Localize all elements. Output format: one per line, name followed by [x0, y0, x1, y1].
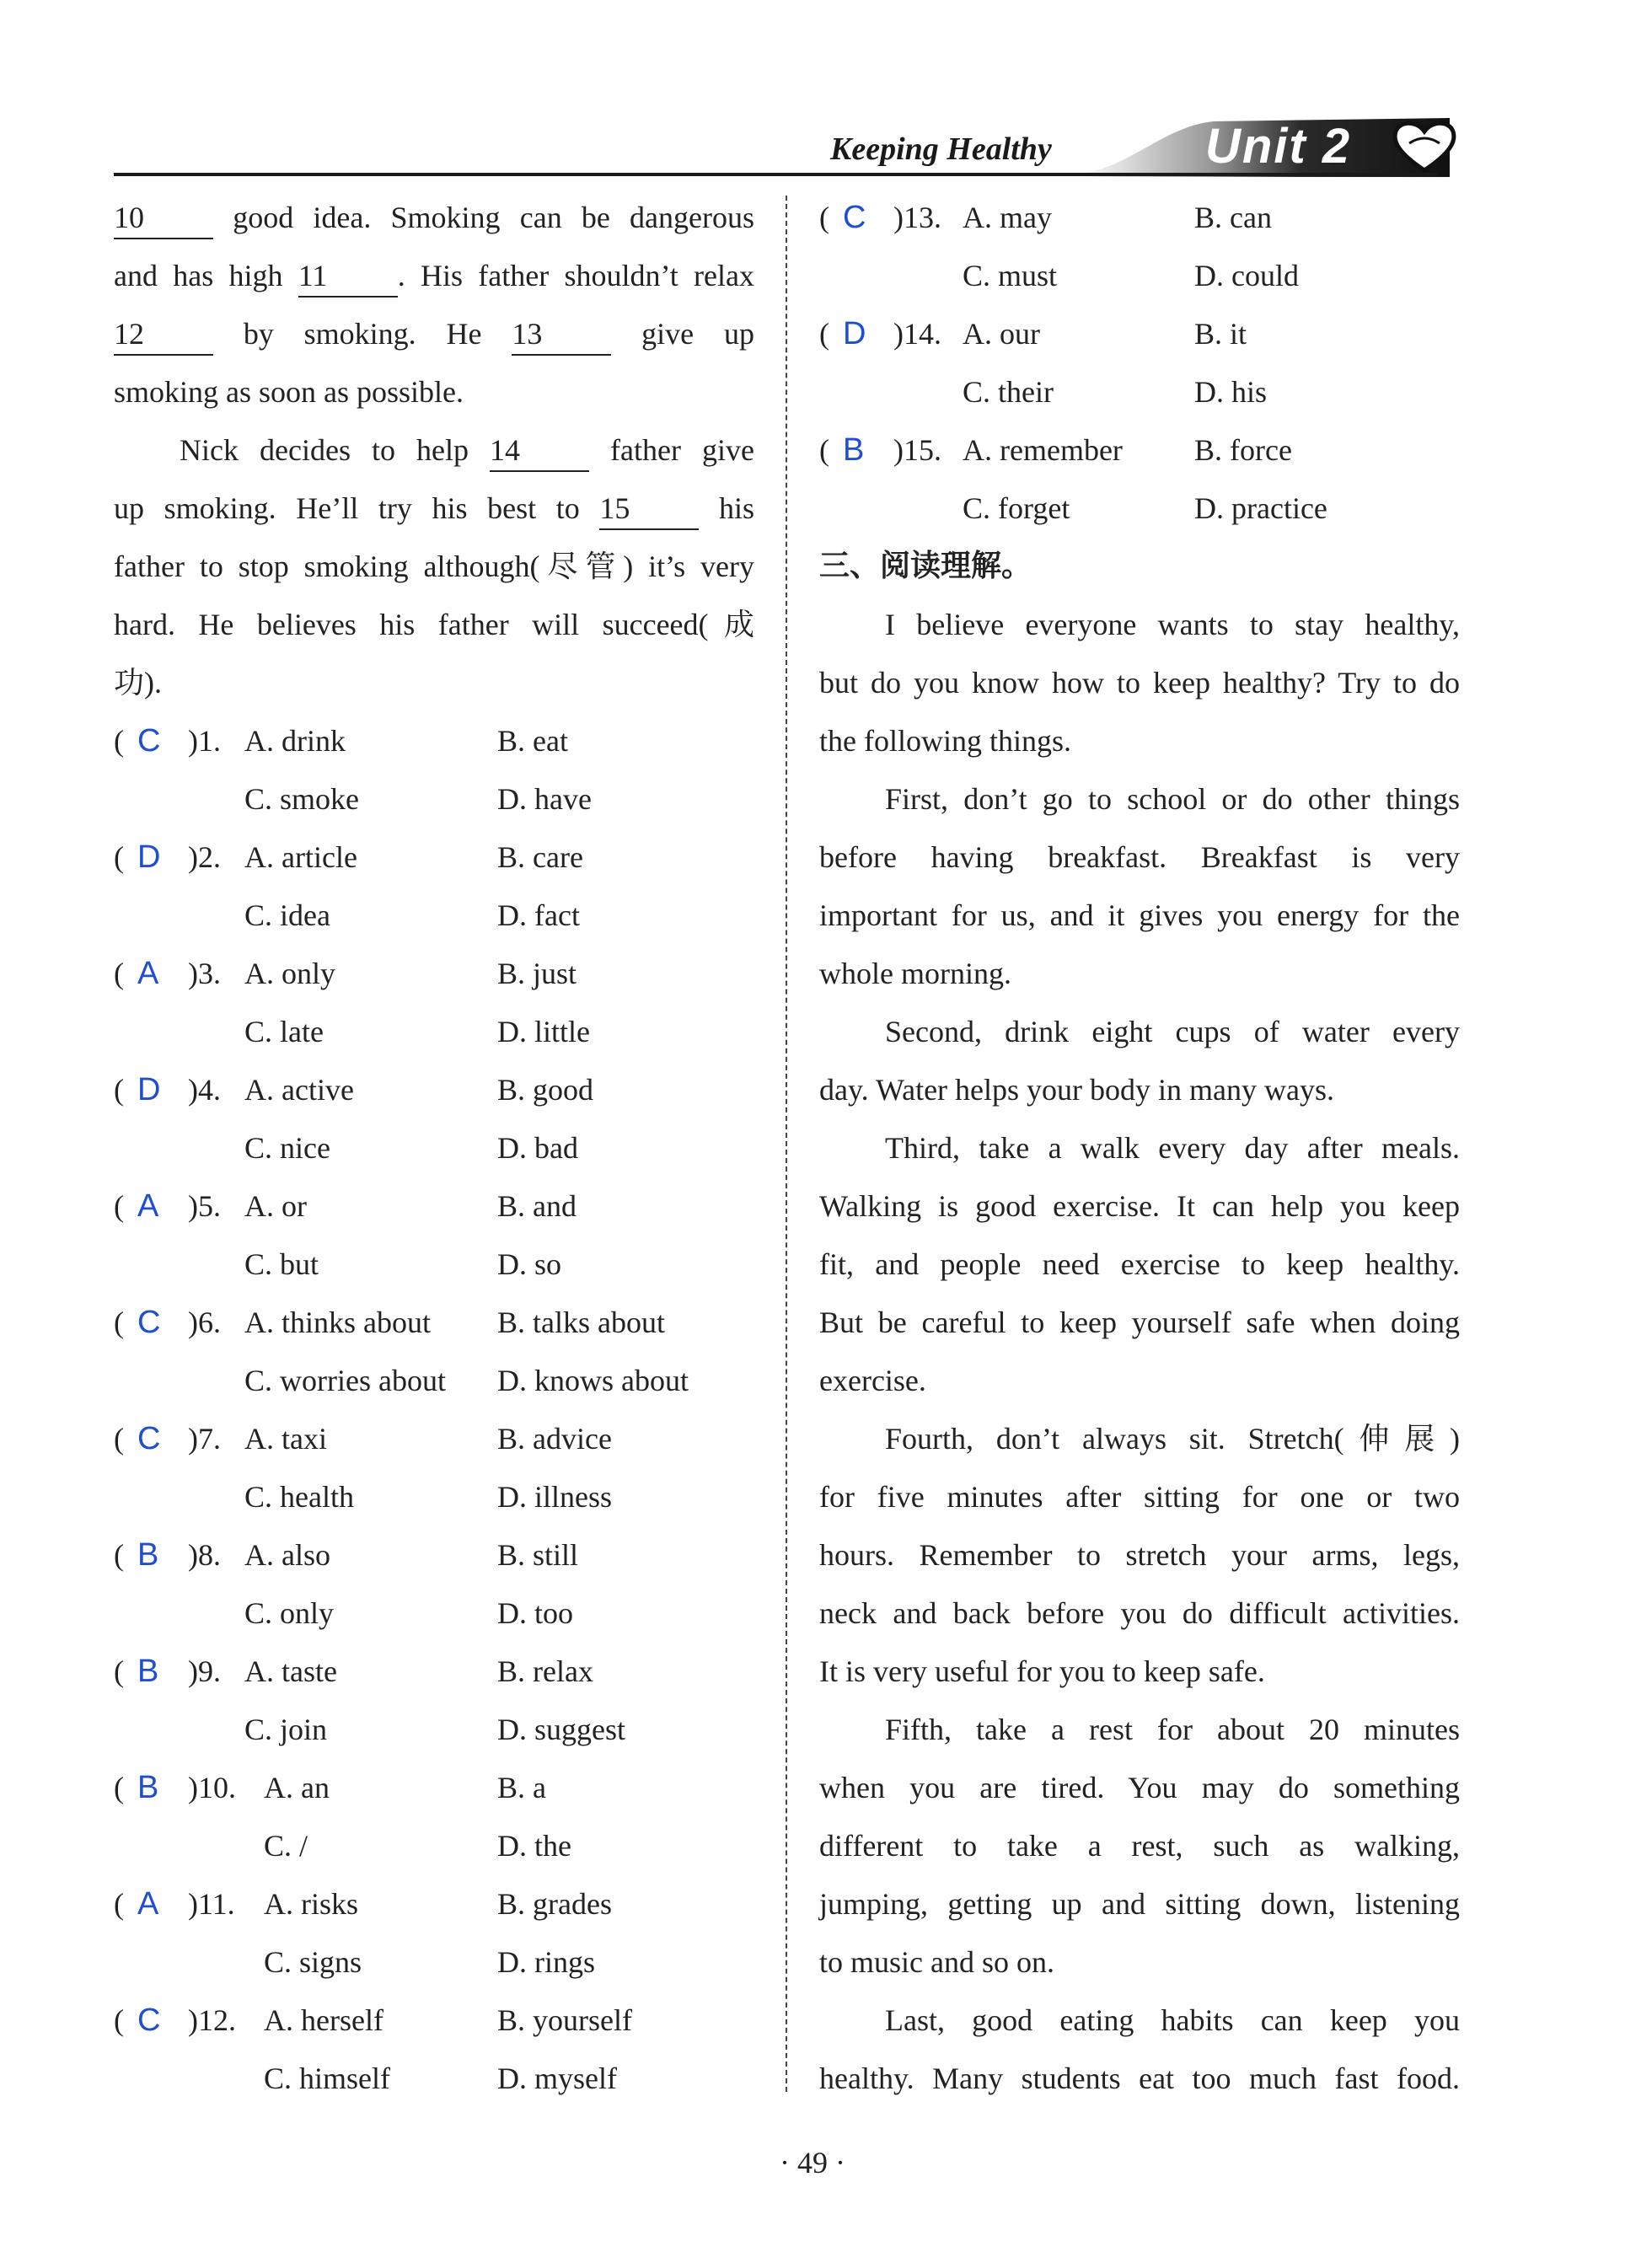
- option-d: D. myself: [497, 2062, 617, 2095]
- question-row-2: [114, 1355, 754, 1413]
- passage-text: by smoking. He: [213, 317, 512, 351]
- option-b: B. still: [497, 1538, 579, 1572]
- answer-letter: C: [137, 1421, 161, 1456]
- reading-line: healthy. Many students eat too much fast food.: [819, 2062, 1460, 2095]
- reading-line: Last, good eating habits can keep you: [885, 2003, 1460, 2037]
- question-row: [114, 1413, 754, 1472]
- passage-line: [114, 425, 754, 483]
- passage-text: hard. He believes his father will succeed(成: [114, 608, 754, 641]
- question-row-2: [114, 1006, 754, 1064]
- question-row-2: [819, 483, 1460, 541]
- option-d: D. so: [497, 1247, 562, 1281]
- option-b: B. a: [497, 1771, 546, 1804]
- option-a: A. our: [963, 317, 1040, 351]
- reading-line: for five minutes after sitting for one or two: [819, 1480, 1460, 1514]
- paren-open: (: [819, 433, 829, 467]
- reading-line: the following things.: [819, 724, 1071, 758]
- paren-open: (: [114, 840, 124, 874]
- reading-line: before having breakfast. Breakfast is very: [819, 840, 1460, 874]
- answer-letter: B: [137, 1770, 159, 1805]
- question-row-2: [114, 1588, 754, 1646]
- question-row: [114, 1530, 754, 1588]
- option-d: D. could: [1194, 259, 1299, 292]
- passage-text: give up: [611, 317, 754, 351]
- passage-text: Nick decides to help: [180, 433, 491, 467]
- option-b: B. just: [497, 957, 577, 990]
- question-row: [114, 1762, 754, 1820]
- option-a: A. thinks about: [244, 1306, 431, 1339]
- paren-open: (: [114, 1887, 124, 1921]
- question-number: )2.: [188, 840, 221, 874]
- answer-letter: C: [843, 200, 866, 235]
- option-c: C. signs: [264, 1945, 362, 1979]
- passage-text: . His father shouldn’t relax: [397, 259, 754, 292]
- option-d: D. illness: [497, 1480, 613, 1514]
- reading-line: fit, and people need exercise to keep healthy.: [819, 1247, 1460, 1281]
- passage-text: up smoking. He’ll try his best to: [114, 491, 600, 525]
- reading-line: First, don’t go to school or do other things: [885, 782, 1460, 816]
- option-c: C. join: [244, 1713, 328, 1746]
- option-c: C. must: [963, 259, 1058, 292]
- passage-text: smoking as soon as possible.: [114, 375, 464, 409]
- paren-open: (: [819, 201, 829, 234]
- passage-text: good idea. Smoking can be dangerous: [213, 201, 754, 234]
- reading-passage: [819, 599, 1460, 2111]
- unit-label: Unit 2: [1205, 119, 1352, 174]
- reading-line: Fifth, take a rest for about 20 minutes: [885, 1713, 1460, 1746]
- blank-12: 12: [114, 314, 213, 356]
- reading-line: Second, drink eight cups of water every: [885, 1015, 1460, 1048]
- blank-15: 15: [599, 488, 699, 530]
- option-b: B. relax: [497, 1654, 593, 1688]
- question-row: [114, 716, 754, 774]
- passage-text: father to stop smoking although(尽管) it’s very: [114, 550, 754, 583]
- blank-14: 14: [490, 430, 589, 472]
- question-row-2: [819, 250, 1460, 308]
- option-b: B. good: [497, 1073, 594, 1107]
- blank-10: 10: [114, 197, 213, 239]
- paren-open: (: [114, 1422, 124, 1456]
- paren-open: (: [114, 1538, 124, 1572]
- question-row: [114, 1646, 754, 1704]
- option-d: D. suggest: [497, 1713, 625, 1746]
- reading-line: day. Water helps your body in many ways.: [819, 1073, 1334, 1107]
- reading-line: when you are tired. You may do something: [819, 1771, 1460, 1804]
- question-row-2: [114, 774, 754, 832]
- option-b: B. talks about: [497, 1306, 665, 1339]
- reading-line: It is very useful for you to keep safe.: [819, 1654, 1265, 1688]
- answer-letter: D: [137, 1072, 161, 1107]
- option-a: A. remember: [963, 433, 1123, 467]
- answer-letter: D: [137, 839, 161, 875]
- question-number: )1.: [188, 724, 221, 758]
- reading-line: important for us, and it gives you energy for the: [819, 898, 1460, 932]
- reading-line: Third, take a walk every day after meals.: [885, 1131, 1460, 1165]
- question-row: [114, 948, 754, 1006]
- option-d: D. bad: [497, 1131, 578, 1165]
- page-header: [0, 0, 1625, 194]
- passage-text: father give: [589, 433, 754, 467]
- question-row: [819, 308, 1460, 367]
- answer-letter: B: [843, 432, 865, 468]
- question-number: )14.: [893, 317, 941, 351]
- question-number: )7.: [188, 1422, 221, 1456]
- answer-letter: C: [137, 723, 161, 759]
- question-number: )10.: [188, 1771, 236, 1804]
- reading-line: but do you know how to keep healthy? Try to do: [819, 666, 1460, 700]
- passage-text: his: [699, 491, 754, 525]
- question-number: )6.: [188, 1306, 221, 1339]
- option-c: C. forget: [963, 491, 1070, 525]
- question-row-2: [114, 1472, 754, 1530]
- option-c: C. worries about: [244, 1364, 446, 1397]
- question-row-2: [114, 890, 754, 948]
- question-number: )8.: [188, 1538, 221, 1572]
- reading-line: to music and so on.: [819, 1945, 1054, 1979]
- question-row-2: [114, 1239, 754, 1297]
- option-c: C. himself: [264, 2062, 390, 2095]
- option-b: B. advice: [497, 1422, 612, 1456]
- question-row-2: [114, 1937, 754, 1995]
- passage-line: [114, 483, 754, 541]
- paren-open: (: [114, 2003, 124, 2037]
- option-c: C. health: [244, 1480, 354, 1514]
- paren-open: (: [114, 1189, 124, 1223]
- option-a: A. or: [244, 1189, 307, 1223]
- option-c: C. their: [963, 375, 1054, 409]
- question-row-2: [819, 367, 1460, 425]
- right-column: [819, 192, 1460, 2111]
- paren-open: (: [114, 1073, 124, 1107]
- question-row: [819, 192, 1460, 250]
- reading-line: hours. Remember to stretch your arms, legs,: [819, 1538, 1460, 1572]
- option-a: A. taxi: [244, 1422, 327, 1456]
- option-d: D. fact: [497, 898, 580, 932]
- question-number: )11.: [188, 1887, 235, 1921]
- passage-line: [114, 367, 754, 425]
- option-d: D. the: [497, 1829, 571, 1863]
- question-row: [114, 1297, 754, 1355]
- paren-open: (: [114, 1771, 124, 1804]
- question-number: )4.: [188, 1073, 221, 1107]
- option-a: A. an: [264, 1771, 330, 1804]
- heart-icon: [1391, 118, 1458, 174]
- option-b: B. grades: [497, 1887, 612, 1921]
- reading-line: whole morning.: [819, 957, 1011, 990]
- question-row: [114, 1064, 754, 1123]
- passage-line: [114, 250, 754, 308]
- reading-line: exercise.: [819, 1364, 926, 1397]
- blank-11: 11: [298, 255, 398, 298]
- option-c: C. only: [244, 1596, 335, 1630]
- left-question-list: [114, 716, 754, 2111]
- option-b: B. and: [497, 1189, 577, 1223]
- left-column: [114, 192, 754, 2111]
- question-number: )15.: [893, 433, 941, 467]
- paren-open: (: [819, 317, 829, 351]
- option-d: D. rings: [497, 1945, 595, 1979]
- option-d: D. knows about: [497, 1364, 689, 1397]
- section-title: 三、阅读理解。: [819, 549, 1032, 583]
- reading-line: different to take a rest, such as walking,: [819, 1829, 1460, 1863]
- reading-line: But be careful to keep yourself safe when doing: [819, 1306, 1460, 1339]
- reading-line: neck and back before you do difficult activities.: [819, 1596, 1460, 1630]
- option-a: A. risks: [264, 1887, 359, 1921]
- option-b: B. it: [1194, 317, 1247, 351]
- question-number: )5.: [188, 1189, 221, 1223]
- reading-line: Walking is good exercise. It can help you keep: [819, 1189, 1460, 1223]
- option-a: A. drink: [244, 724, 346, 758]
- option-a: A. active: [244, 1073, 354, 1107]
- passage-line: [114, 657, 754, 716]
- passage-line: [114, 308, 754, 367]
- option-b: B. care: [497, 840, 583, 874]
- page-number: · 49 ·: [780, 2146, 845, 2180]
- paren-open: (: [114, 1654, 124, 1688]
- reading-line: jumping, getting up and sitting down, listening: [819, 1887, 1460, 1921]
- option-c: C. but: [244, 1247, 319, 1281]
- question-row-2: [114, 1123, 754, 1181]
- reading-line: Fourth, don’t always sit. Stretch(伸展): [885, 1422, 1460, 1456]
- option-c: C. late: [244, 1015, 324, 1048]
- passage-text: and has high: [114, 259, 298, 292]
- passage-line: [114, 599, 754, 657]
- option-a: A. also: [244, 1538, 330, 1572]
- question-row: [114, 1995, 754, 2053]
- option-c: C. /: [264, 1829, 308, 1863]
- paren-open: (: [114, 957, 124, 990]
- option-a: A. may: [963, 201, 1052, 234]
- question-number: )9.: [188, 1654, 221, 1688]
- question-row-2: [114, 2053, 754, 2111]
- option-a: A. article: [244, 840, 357, 874]
- option-b: B. eat: [497, 724, 568, 758]
- option-a: A. only: [244, 957, 335, 990]
- passage-line: [114, 192, 754, 250]
- option-b: B. force: [1194, 433, 1292, 467]
- option-a: A. herself: [264, 2003, 383, 2037]
- answer-letter: C: [137, 2003, 161, 2038]
- answer-letter: B: [137, 1537, 159, 1573]
- option-d: D. his: [1194, 375, 1268, 409]
- paren-open: (: [114, 1306, 124, 1339]
- question-number: )13.: [893, 201, 941, 234]
- answer-letter: C: [137, 1305, 161, 1340]
- answer-letter: D: [843, 316, 866, 351]
- reading-line: I believe everyone wants to stay healthy,: [885, 608, 1460, 641]
- option-b: B. can: [1194, 201, 1272, 234]
- blank-13: 13: [512, 314, 611, 356]
- column-divider: [786, 196, 787, 2092]
- option-a: A. taste: [244, 1654, 337, 1688]
- answer-letter: A: [137, 1188, 159, 1224]
- answer-letter: A: [137, 956, 159, 991]
- option-d: D. little: [497, 1015, 590, 1048]
- paren-open: (: [114, 724, 124, 758]
- question-number: )3.: [188, 957, 221, 990]
- passage-text: 功).: [114, 666, 162, 700]
- question-row: [819, 425, 1460, 483]
- option-d: D. too: [497, 1596, 573, 1630]
- option-b: B. yourself: [497, 2003, 632, 2037]
- option-c: C. idea: [244, 898, 330, 932]
- header-subtitle: Keeping Healthy: [830, 131, 1052, 167]
- question-number: )12.: [188, 2003, 236, 2037]
- option-c: C. smoke: [244, 782, 360, 816]
- answer-letter: B: [137, 1654, 159, 1689]
- option-d: D. have: [497, 782, 592, 816]
- passage-line: [114, 541, 754, 599]
- question-row: [114, 1181, 754, 1239]
- question-row-2: [114, 1704, 754, 1762]
- right-question-list: [819, 192, 1460, 541]
- question-row: [114, 1879, 754, 1937]
- option-c: C. nice: [244, 1131, 330, 1165]
- question-row: [114, 832, 754, 890]
- question-row-2: [114, 1820, 754, 1879]
- option-d: D. practice: [1194, 491, 1327, 525]
- answer-letter: A: [137, 1886, 159, 1922]
